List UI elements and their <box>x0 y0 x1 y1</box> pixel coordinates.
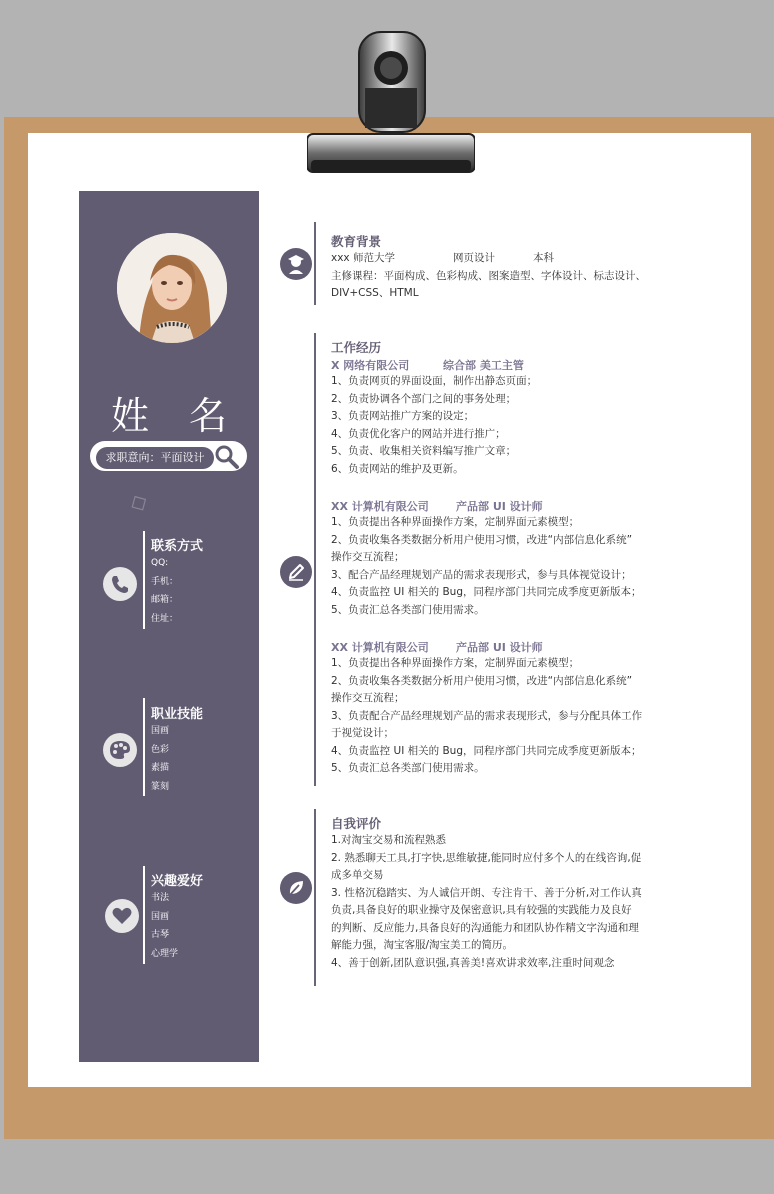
duty-line: 3、负责配合产品经理规划产品的需求表现形式，参与分配具体工作 <box>331 709 643 722</box>
duty-line: 于视觉设计； <box>331 727 394 739</box>
graduation-cap-icon <box>280 248 312 280</box>
heart-icon <box>105 899 139 933</box>
courses-line: 主修课程：平面构成、色彩构成、图案造型、字体设计、标志设计、 <box>331 269 646 282</box>
job-header <box>331 639 543 655</box>
palette-icon <box>103 733 137 767</box>
contact-divider <box>143 531 145 629</box>
duty-line: 1、负责网页的界面设面，制作出静态页面； <box>331 375 538 387</box>
contact-email: 邮箱： <box>151 595 179 605</box>
work-title: 工作经历 <box>331 340 382 355</box>
job-header <box>331 357 524 373</box>
duty-line: 2、负责收集各类数据分析用户使用习惯，改进“内部信息化系统” <box>331 674 633 687</box>
evaluation-timeline <box>314 809 316 986</box>
duty-line: 4、负责优化客户的网站并进行推广； <box>331 427 506 440</box>
hobbies-divider <box>143 866 145 964</box>
education-content <box>331 250 646 303</box>
degree: 本科 <box>533 252 554 264</box>
duty-line: 4、负责监控 UI 相关的 Bug，同程序部门共同完成季度更新版本； <box>331 586 642 598</box>
duty-line: 5、负责汇总各类部门使用需求。 <box>331 762 485 774</box>
binder-clip-icon <box>307 30 475 178</box>
hobbies-title: 兴趣爱好 <box>151 874 204 889</box>
pencil-icon <box>280 556 312 588</box>
education-timeline <box>314 222 316 305</box>
duty-line: 5、负责、收集相关资料编写推广文章； <box>331 445 517 457</box>
evaluation-line: 负责,具备良好的职业操守及保密意识,具有较强的实践能力及良好 <box>331 904 632 916</box>
evaluation-line: 成多单交易 <box>331 869 384 881</box>
skill-item: 篆刻 <box>151 781 170 792</box>
job-role: 综合部 美工主管 <box>443 359 524 372</box>
duty-line: 4、负责监控 UI 相关的 Bug，同程序部门共同完成季度更新版本； <box>331 744 642 757</box>
evaluation-line: 1.对淘宝交易和流程熟悉 <box>331 834 447 846</box>
duty-line: 3、负责网站推广方案的设定； <box>331 410 475 422</box>
duty-line: 2、负责收集各类数据分析用户使用习惯，改进“内部信息化系统” <box>331 533 633 546</box>
evaluation-title: 自我评价 <box>331 816 382 831</box>
phone-icon <box>103 567 137 601</box>
job-duties <box>331 655 642 778</box>
hobbies-list <box>151 889 178 963</box>
job-company: XX 计算机有限公司 <box>331 641 429 654</box>
skills-title: 职业技能 <box>151 707 204 722</box>
hobby-item: 国画 <box>151 911 170 922</box>
avatar <box>117 233 227 343</box>
job-duties <box>331 373 537 478</box>
candidate-name: 姓 名 <box>110 394 242 438</box>
evaluation-line: 3. 性格沉稳踏实、为人诚信开朗、专注肯干、善于分析,对工作认真 <box>331 886 642 899</box>
duty-line: 2、负责协调各个部门之间的事务处理； <box>331 392 517 405</box>
hobby-item: 心理学 <box>151 948 179 959</box>
leaf-icon <box>280 872 312 904</box>
skill-item: 素描 <box>151 763 170 773</box>
job-role: 产品部 UI 设计师 <box>456 641 543 654</box>
search-icon <box>214 444 240 470</box>
evaluation-line: 的判断、反应能力,具备良好的沟通能力和团队协作精文字沟通和理 <box>331 921 639 934</box>
job-company: XX 计算机有限公司 <box>331 500 429 513</box>
job-intent-text: 求职意向：平面设计 <box>96 447 214 469</box>
watermark: ◇ <box>124 487 153 518</box>
skills-divider <box>143 698 145 796</box>
contact-address: 住址： <box>151 613 179 624</box>
skill-item: 国画 <box>151 726 170 736</box>
contact-phone: 手机： <box>151 576 179 587</box>
education-title: 教育背景 <box>331 234 382 249</box>
contact-title: 联系方式 <box>151 539 204 554</box>
hobby-item: 古琴 <box>151 930 170 940</box>
job-company: X 网络有限公司 <box>331 359 410 372</box>
evaluation-line: 2. 熟悉聊天工具,打字快,思维敏捷,能同时应付多个人的在线咨询,促 <box>331 851 642 864</box>
hobby-item: 书法 <box>151 893 170 903</box>
job-role: 产品部 UI 设计师 <box>456 500 543 513</box>
duty-line: 1、负责提出各种界面操作方案，定制界面元素模型； <box>331 657 580 669</box>
evaluation-line: 4、善于创新,团队意识强,真善美!喜欢讲求效率,注重时间观念 <box>331 956 615 969</box>
contact-list <box>151 554 178 628</box>
duty-line: 5、负责汇总各类部门使用需求。 <box>331 603 485 616</box>
duty-line: 6、负责网站的维护及更新。 <box>331 462 464 475</box>
school-name: xxx 师范大学 <box>331 252 395 264</box>
duty-line: 1、负责提出各种界面操作方案，定制界面元素模型； <box>331 516 580 528</box>
skill-item: 色彩 <box>151 744 170 755</box>
major: 网页设计 <box>453 252 495 264</box>
contact-qq: QQ: <box>151 558 169 568</box>
evaluation-content <box>331 832 642 972</box>
courses-line: DIV+CSS、HTML <box>331 287 419 299</box>
duty-line: 3、配合产品经理规划产品的需求表现形式，参与具体视觉设计； <box>331 568 632 581</box>
duty-line: 操作交互流程； <box>331 551 405 563</box>
job-duties <box>331 514 642 619</box>
job-header <box>331 498 543 514</box>
work-timeline <box>314 333 316 786</box>
duty-line: 操作交互流程； <box>331 692 405 704</box>
evaluation-line: 解能力强，淘宝客服/淘宝美工的简历。 <box>331 939 514 951</box>
skills-list <box>151 722 169 796</box>
